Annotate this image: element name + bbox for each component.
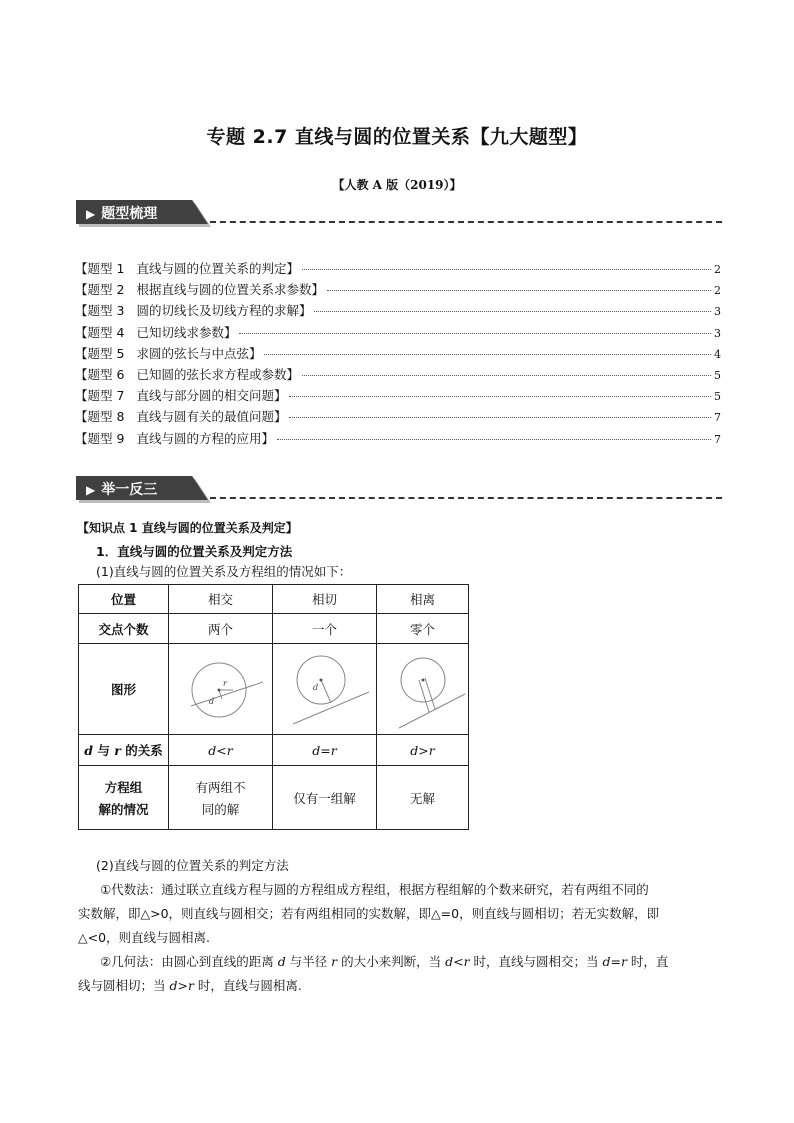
section-header-examples: [76, 476, 722, 502]
method-paragraph-1-line-3: △<0，则直线与圆相离.: [78, 930, 211, 945]
table-cell: 一个: [273, 614, 377, 644]
table-cell: d=r: [273, 735, 377, 766]
relation-table: [78, 584, 469, 830]
figure-intersect: [169, 644, 273, 735]
table-head-dr: d 与 r 的关系: [79, 735, 169, 766]
table-cell: 仅有一组解: [273, 766, 377, 830]
table-head-points: 交点个数: [79, 614, 169, 644]
page-title: 专题 2.7 直线与圆的位置关系【九大题型】: [206, 126, 588, 148]
knowledge-point-title: 【知识点 1 直线与圆的位置关系及判定】: [77, 521, 298, 535]
table-head-figure: 图形: [79, 644, 169, 735]
figure-tangent: [273, 644, 377, 735]
toc-entry-2[interactable]: 【题型 2 根据直线与圆的位置关系求参数】 2: [75, 282, 721, 298]
method-title: (2)直线与圆的位置关系的判定方法: [96, 858, 289, 873]
table-head-solutions: 方程组 解的情况: [79, 766, 169, 830]
table-cell: 相切: [273, 585, 377, 614]
toc-entry-6[interactable]: 【题型 6 已知圆的弦长求方程或参数】 5: [75, 366, 721, 382]
table-cell: 无解: [377, 766, 469, 830]
toc-entry-5[interactable]: 【题型 5 求圆的弦长与中点弦】 4: [75, 345, 721, 361]
method-paragraph-1-line-2: 实数解，即△>0，则直线与圆相交；若有两组相同的实数解，即△=0，则直线与圆相切；若无实数解，即: [78, 906, 660, 921]
figure-separate: [377, 644, 469, 735]
section-divider: [210, 497, 722, 499]
toc-entry-1[interactable]: 【题型 1 直线与圆的位置关系的判定】 2: [75, 261, 721, 276]
svg-text:d: d: [312, 682, 318, 692]
method-paragraph-2-line-2: 线与圆相切；当 d>r 时，直线与圆相离.: [78, 978, 302, 993]
table-intro: (1)直线与圆的位置关系及方程组的情况如下：: [96, 564, 352, 579]
toc-entry-4[interactable]: 【题型 4 已知切线求参数】 3: [75, 324, 721, 340]
page-subtitle: 【人教 A 版（2019）】: [332, 178, 462, 192]
table-of-contents: [75, 259, 721, 450]
tangent-diagram: [277, 646, 373, 730]
intersect-diagram: [173, 646, 269, 730]
separate-diagram: [379, 646, 467, 730]
knowledge-point-subtitle: 1．直线与圆的位置关系及判定方法: [96, 544, 293, 559]
table-cell: 相交: [169, 585, 273, 614]
method-paragraph-2-line-1: ②几何法：由圆心到直线的距离 d 与半径 r 的大小来判断，当 d<r 时，直线与圆相交；当 d=r 时，直: [100, 954, 669, 969]
section-label: 举一反三: [101, 482, 158, 498]
play-triangle-icon: ▶: [86, 483, 96, 497]
method-paragraph-1-line-1: ①代数法：通过联立直线方程与圆的方程组成方程组，根据方程组解的个数来研究，若有两组不同的: [100, 882, 649, 897]
table-cell: d<r: [169, 735, 273, 766]
table-cell: d>r: [377, 735, 469, 766]
play-triangle-icon: ▶: [86, 207, 96, 221]
toc-entry-7[interactable]: 【题型 7 直线与部分圆的相交问题】 5: [75, 388, 721, 404]
section-label: 题型梳理: [101, 206, 158, 222]
table-head-position: 位置: [79, 585, 169, 614]
svg-text:r: r: [222, 678, 227, 688]
table-cell: 两个: [169, 614, 273, 644]
table-cell: 有两组不 同的解: [169, 766, 273, 830]
toc-entry-9[interactable]: 【题型 9 直线与圆的方程的应用】 7: [75, 430, 721, 446]
svg-text:d: d: [208, 696, 214, 706]
toc-entry-8[interactable]: 【题型 8 直线与圆有关的最值问题】 7: [75, 409, 721, 425]
section-divider: [210, 221, 722, 223]
method-section: [78, 854, 724, 998]
table-cell: 相离: [377, 585, 469, 614]
toc-entry-3[interactable]: 【题型 3 圆的切线长及切线方程的求解】 3: [75, 303, 721, 319]
table-cell: 零个: [377, 614, 469, 644]
section-header-question-types: [76, 200, 722, 226]
